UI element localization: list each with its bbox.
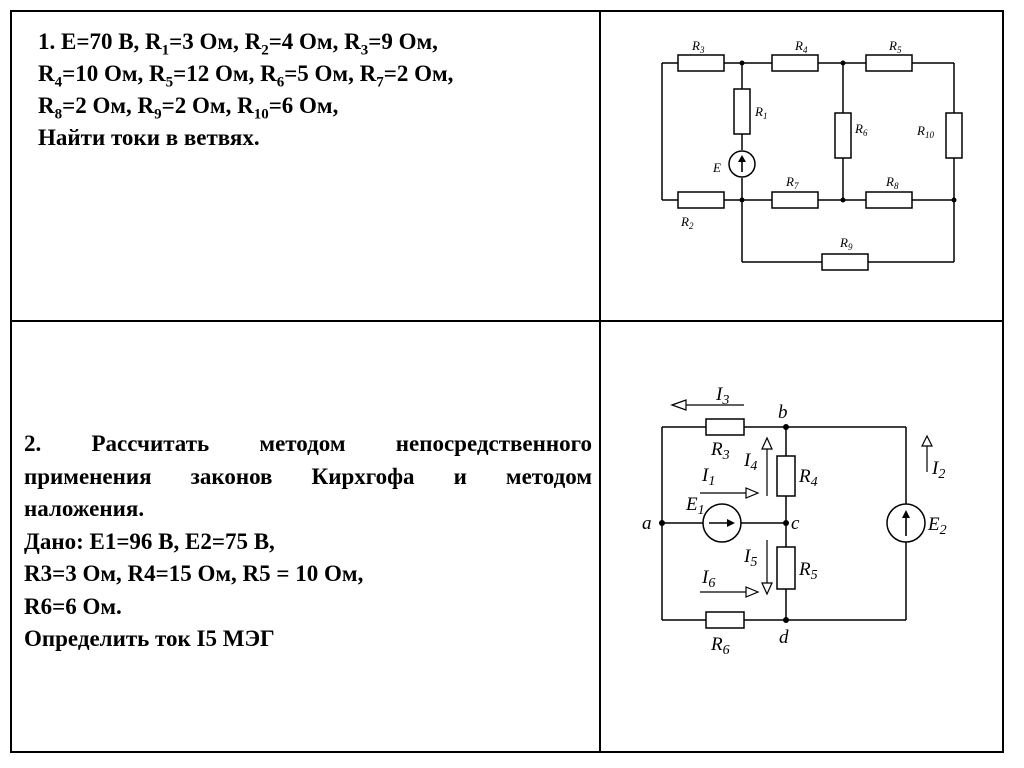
- label-r3: $R_3$: [711, 439, 730, 463]
- task1-line-3: $R_8=2$ Ом, $R_9=2$ Ом, $R_{10}=6$ Ом,: [38, 93, 339, 123]
- node-dot: [841, 198, 846, 203]
- current-i4-arrow-icon: [762, 438, 772, 496]
- label-e: E: [713, 160, 721, 175]
- label-node-d: d: [779, 627, 789, 648]
- resistor-r3: [706, 419, 744, 435]
- task1-question: Найти токи в ветвях.: [38, 125, 260, 150]
- task2-line-2: применения законов Кирхгофа и методом: [24, 463, 592, 489]
- node-a-dot: [659, 520, 665, 526]
- label-r2: $R_2$: [681, 214, 694, 231]
- current-i2-arrow-icon: [922, 436, 932, 472]
- resistor-r6: [706, 612, 744, 628]
- task2-question: Определить ток I5 МЭГ: [24, 626, 275, 651]
- node-dot: [841, 61, 846, 66]
- resistor-r4: [777, 456, 795, 496]
- label-r6: $R_6$: [711, 634, 730, 658]
- label-r10: $R_{10}$: [917, 123, 934, 140]
- label-i4: $I_4$: [744, 450, 758, 474]
- node-dot: [740, 61, 745, 66]
- label-e1: $E_1$: [686, 494, 705, 518]
- label-r5: $R_5$: [799, 559, 818, 583]
- task2-line-1: 2. Рассчитать методом непосредственного: [24, 431, 592, 456]
- current-i1-arrow-icon: [700, 488, 758, 498]
- task2-line-3: наложения.: [24, 496, 145, 521]
- current-i3-arrow-icon: [672, 400, 744, 410]
- task2-given-r6: R6=6 Ом.: [24, 593, 122, 619]
- task2-given-resistors: R3=3 Ом, R4=15 Ом, R5 = 10 Ом,: [24, 561, 364, 586]
- resistor-r10: [946, 113, 962, 158]
- task1-line-2: $R_4=10$ Ом, $R_5=12$ Ом, $R_6=5$ Ом, $R_7=2$ Ом,: [38, 61, 454, 91]
- label-i5: $I_5$: [744, 546, 758, 570]
- task2-given-emf: Дано: E1=96 В, E2=75 В,: [24, 528, 275, 554]
- label-i3: $I_3$: [716, 384, 730, 408]
- label-r4: $R_4$: [799, 466, 818, 490]
- resistor-r3: [678, 55, 724, 71]
- label-i1: $I_1$: [702, 465, 716, 489]
- label-r5: $R_5$: [889, 38, 902, 55]
- node-dot: [740, 198, 745, 203]
- label-r8: $R_8$: [886, 174, 899, 191]
- label-i2: $I_2$: [932, 458, 946, 482]
- resistor-r7: [772, 192, 818, 208]
- resistor-r8: [866, 192, 912, 208]
- node-b-dot: [783, 424, 789, 430]
- label-e2: $E_2$: [928, 514, 947, 538]
- label-r1: $R_1$: [755, 104, 768, 121]
- label-i6: $I_6$: [702, 567, 716, 591]
- node-dot: [952, 198, 957, 203]
- label-r3: $R_3$: [692, 38, 705, 55]
- label-r4: $R_4$: [795, 38, 808, 55]
- label-r9: $R_9$: [840, 235, 853, 252]
- resistor-r9: [822, 254, 868, 270]
- resistor-r2: [678, 192, 724, 208]
- resistor-r4: [772, 55, 818, 71]
- resistor-r5: [866, 55, 912, 71]
- label-r6: $R_6$: [855, 121, 868, 138]
- task1-line-1: 1. E=70 В, $R_1=3$ Ом, $R_2=4$ Ом, $R_3=9$ Ом,: [38, 29, 438, 59]
- label-node-b: b: [778, 402, 788, 423]
- node-c-dot: [783, 520, 789, 526]
- node-d-dot: [783, 617, 789, 623]
- label-node-a: a: [642, 513, 652, 534]
- resistor-r1: [734, 89, 750, 134]
- label-r7: $R_7$: [786, 174, 799, 191]
- resistor-r6: [835, 113, 851, 158]
- circuit-2-diagram: [642, 384, 947, 658]
- label-node-c: c: [791, 513, 800, 534]
- resistor-r5: [777, 547, 795, 589]
- current-i5-arrow-icon: [762, 540, 772, 594]
